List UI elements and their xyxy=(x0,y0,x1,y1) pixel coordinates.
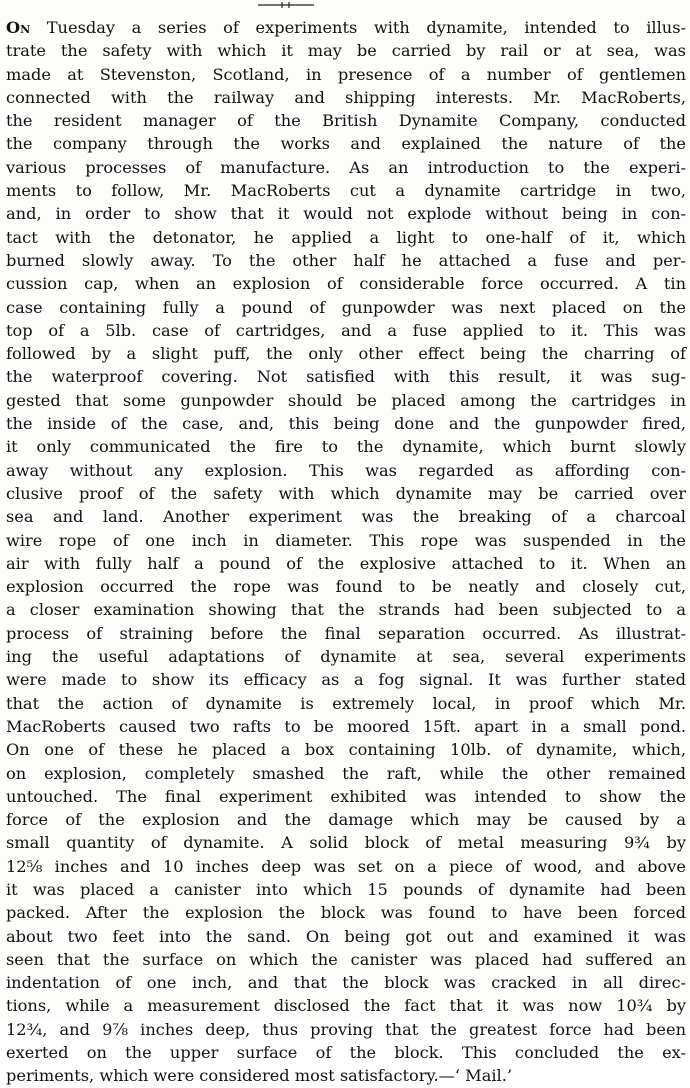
article-line: untouched. The final experiment exhibited was intended to show the xyxy=(6,786,686,806)
article-line: about two feet into the sand. On being got out and examined it was xyxy=(6,926,686,946)
article-line: On one of these he placed a box containing 10lb. of dynamite, which, xyxy=(6,740,686,760)
article-line: trate the safety with which it may be carried by rail or at sea, was xyxy=(6,41,686,61)
article-line: the resident manager of the British Dynamite Company, conducted xyxy=(6,111,686,131)
article-line: on explosion, completely smashed the raft, while the other remained xyxy=(6,763,686,783)
article-line: ments to follow, Mr. MacRoberts cut a dynamite cartridge in two, xyxy=(6,181,686,201)
article-line: gested that some gunpowder should be placed among the cartridges in xyxy=(6,390,686,410)
article-line: exerted on the upper surface of the block. This concluded the ex- xyxy=(6,1043,686,1063)
article-line: away without any explosion. This was regarded as affording con- xyxy=(6,460,686,480)
article-line: tions, while a measurement disclosed the fact that it was now 10¾ by xyxy=(6,996,686,1016)
article-line: periments, which were considered most satisfactory.—‘ Mail.’ xyxy=(6,1066,512,1086)
article-line: sea and land. Another experiment was the breaking of a charcoal xyxy=(6,507,686,527)
article-lead-word: On xyxy=(6,18,31,37)
article-line: explosion occurred the rope was found to be neatly and closely cut, xyxy=(6,577,686,597)
article-line: followed by a slight puff, the only other effect being the charring of xyxy=(6,344,686,364)
article-line: the company through the works and explained the nature of the xyxy=(6,134,686,154)
article-line: force of the explosion and the damage which may be caused by a xyxy=(6,810,686,830)
article-line: the inside of the case, and, this being done and the gunpowder fired, xyxy=(6,414,686,434)
article-line: the waterproof covering. Not satisfied with this result, it was sug- xyxy=(6,367,686,387)
article-line-text: Tuesday a series of experiments with dynamite, intended to illus- xyxy=(30,18,686,37)
article-line: various processes of manufacture. As an introduction to the experi- xyxy=(6,157,686,177)
article-line: burned slowly away. To the other half he attached a fuse and per- xyxy=(6,250,686,270)
article-line: cussion cap, when an explosion of considerable force occurred. A tin xyxy=(6,274,686,294)
article-line: seen that the surface on which the canister was placed had suffered an xyxy=(6,949,686,969)
article-line: air with fully half a pound of the explosive attached to it. When an xyxy=(6,553,686,573)
article-line: clusive proof of the safety with which dynamite may be carried over xyxy=(6,483,686,503)
article-line: that the action of dynamite is extremely local, in proof which Mr. xyxy=(6,693,686,713)
article-line: and, in order to show that it would not explode without being in con- xyxy=(6,204,686,224)
article-body xyxy=(6,16,686,1088)
article-line: were made to show its efficacy as a fog signal. It was further stated xyxy=(6,670,686,690)
article-line: packed. After the explosion the block was found to have been forced xyxy=(6,903,686,923)
article-line: wire rope of one inch in diameter. This rope was suspended in the xyxy=(6,530,686,550)
article-line: case containing fully a pound of gunpowder was next placed on the xyxy=(6,297,686,317)
article-line: indentation of one inch, and that the block was cracked in all direc- xyxy=(6,973,686,993)
article-line xyxy=(6,16,686,39)
article-line: a closer examination showing that the strands had been subjected to a xyxy=(6,600,686,620)
article-line: tact with the detonator, he applied a light to one-half of it, which xyxy=(6,227,686,247)
article-line: 12¾, and 9⅞ inches deep, thus proving that the greatest force had been xyxy=(6,1019,686,1039)
article-line: made at Stevenston, Scotland, in presence of a number of gentlemen xyxy=(6,64,686,84)
article-line: small quantity of dynamite. A solid block of metal measuring 9¾ by xyxy=(6,833,686,853)
article-line: connected with the railway and shipping interests. Mr. MacRoberts, xyxy=(6,87,686,107)
article-line: it was placed a canister into which 15 pounds of dynamite had been xyxy=(6,879,686,899)
article-line: ing the useful adaptations of dynamite at sea, several experiments xyxy=(6,647,686,667)
article-line: process of straining before the final separation occurred. As illustrat- xyxy=(6,623,686,643)
article-line: it only communicated the fire to the dynamite, which burnt slowly xyxy=(6,437,686,457)
article-line: 12⅝ inches and 10 inches deep was set on a piece of wood, and above xyxy=(6,856,686,876)
article-line: MacRoberts caused two rafts to be moored 15ft. apart in a small pond. xyxy=(6,716,686,736)
ornamental-rule xyxy=(258,0,314,10)
article-line: top of a 5lb. case of cartridges, and a fuse applied to it. This was xyxy=(6,320,686,340)
